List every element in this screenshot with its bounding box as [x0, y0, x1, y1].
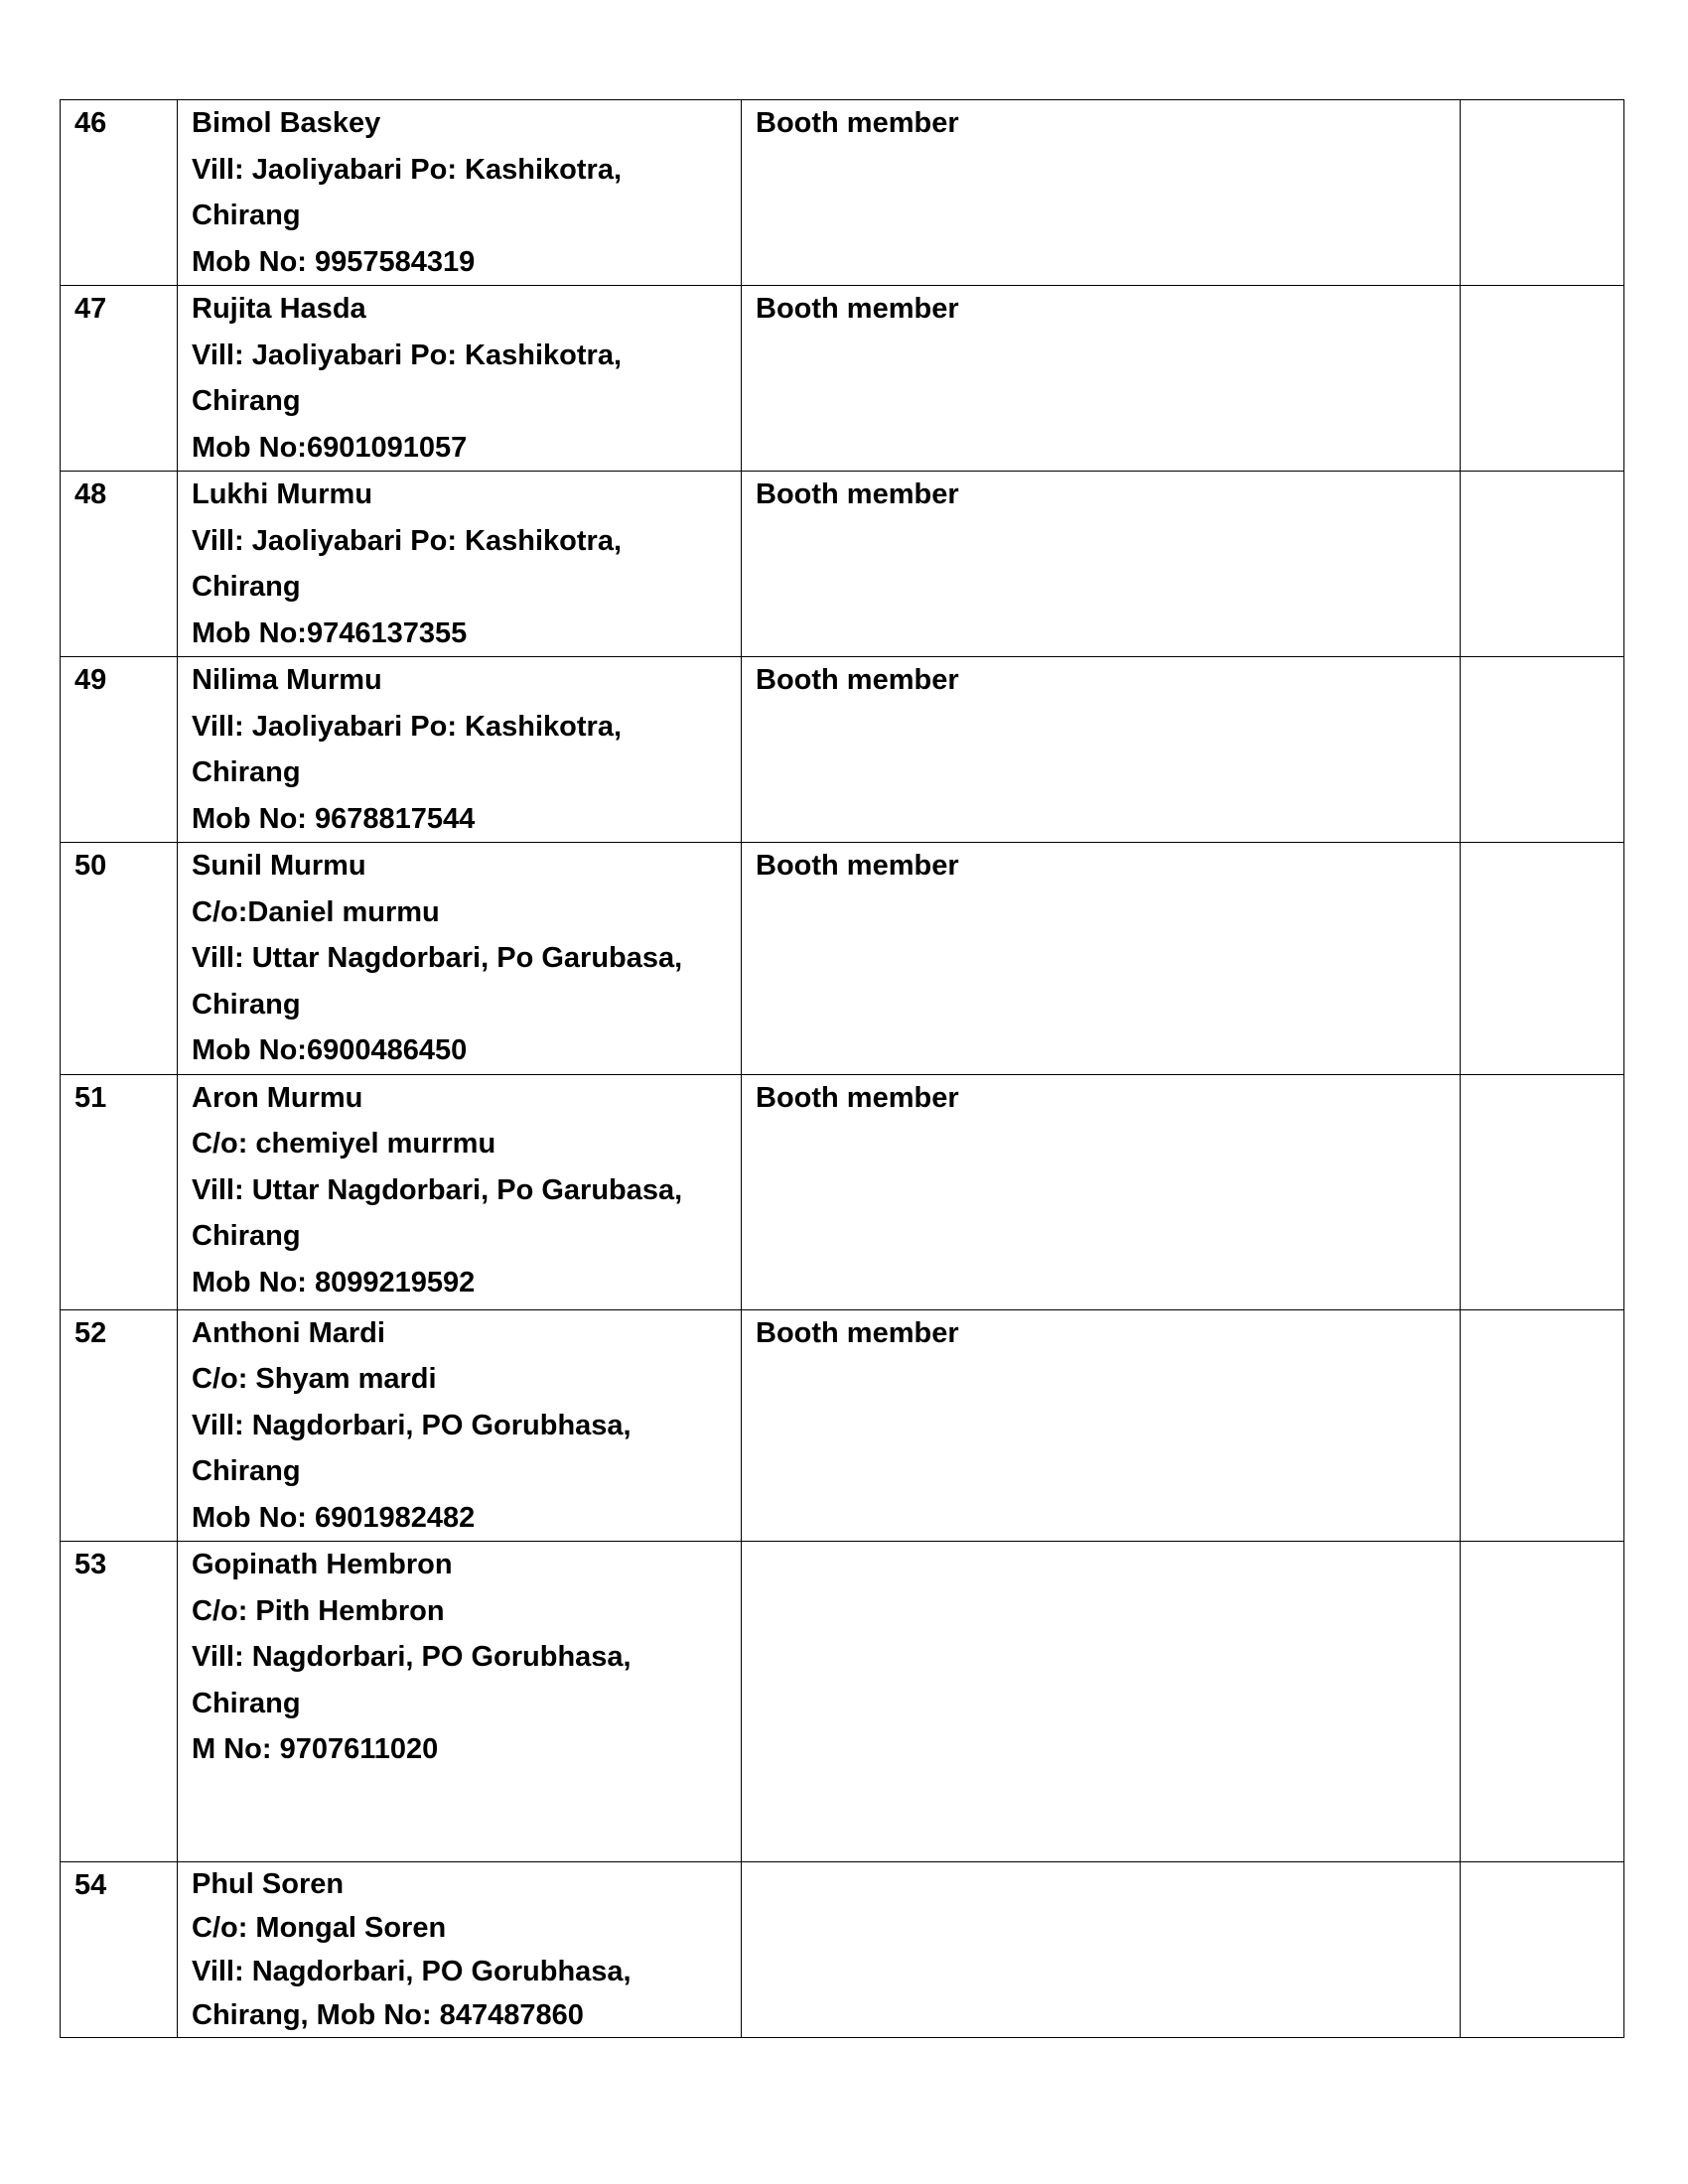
- serial-number: 48: [61, 472, 178, 657]
- detail-line: Mob No:6901091057: [192, 431, 468, 464]
- member-details: [178, 843, 742, 1075]
- detail-line: Mob No: 6901982482: [192, 1501, 476, 1534]
- detail-line: Vill: Uttar Nagdorbari, Po Garubasa,: [192, 942, 683, 974]
- detail-line: Vill: Jaoliyabari Po: Kashikotra,: [192, 524, 623, 557]
- detail-line: Mob No: 9957584319: [192, 245, 476, 278]
- serial-number: 54: [61, 1862, 178, 2038]
- serial-number: 50: [61, 843, 178, 1075]
- detail-line: Mob No: 8099219592: [192, 1266, 476, 1298]
- member-details: [178, 472, 742, 657]
- detail-line: C/o:Daniel murmu: [192, 895, 440, 928]
- table-row: [61, 1309, 1624, 1542]
- detail-line: Vill: Jaoliyabari Po: Kashikotra,: [192, 153, 623, 186]
- designation: Booth member: [742, 100, 1461, 286]
- member-name: Anthoni Mardi: [192, 1316, 385, 1349]
- member-name: Rujita Hasda: [192, 293, 366, 325]
- detail-line: Vill: Jaoliyabari Po: Kashikotra,: [192, 710, 623, 743]
- designation: [742, 1862, 1461, 2038]
- detail-line: Vill: Nagdorbari, PO Gorubhasa,: [192, 1409, 632, 1441]
- detail-line: Mob No: 9678817544: [192, 802, 476, 835]
- member-name: Nilima Murmu: [192, 664, 382, 696]
- detail-line: Chirang: [192, 385, 301, 417]
- serial-number: 53: [61, 1542, 178, 1862]
- designation: Booth member: [742, 1309, 1461, 1542]
- table-row: [61, 472, 1624, 657]
- member-details: [178, 100, 742, 286]
- blank-cell: [1461, 472, 1624, 657]
- member-name: Lukhi Murmu: [192, 478, 373, 510]
- blank-cell: [1461, 1862, 1624, 2038]
- table-row: [61, 286, 1624, 472]
- detail-line: Chirang, Mob No: 847487860: [192, 1999, 584, 2031]
- designation: [742, 1542, 1461, 1862]
- table-row: [61, 100, 1624, 286]
- serial-number: 47: [61, 286, 178, 472]
- member-details: [178, 1074, 742, 1309]
- detail-line: C/o: Mongal Soren: [192, 1912, 447, 1944]
- serial-number: 46: [61, 100, 178, 286]
- table-row: [61, 1862, 1624, 2038]
- detail-line: Chirang: [192, 200, 301, 231]
- member-name: Gopinath Hembron: [192, 1549, 453, 1580]
- detail-line: Chirang: [192, 1220, 301, 1252]
- serial-number: 52: [61, 1309, 178, 1542]
- designation: Booth member: [742, 843, 1461, 1075]
- detail-line: C/o: chemiyel murrmu: [192, 1128, 496, 1160]
- member-details: [178, 1542, 742, 1862]
- member-name: Phul Soren: [192, 1868, 345, 1900]
- blank-cell: [1461, 657, 1624, 843]
- detail-line: Vill: Uttar Nagdorbari, Po Garubasa,: [192, 1173, 683, 1206]
- member-details: [178, 1309, 742, 1542]
- member-details: [178, 657, 742, 843]
- member-table: [60, 99, 1624, 2038]
- detail-line: Chirang: [192, 756, 301, 788]
- designation: Booth member: [742, 286, 1461, 472]
- detail-line: M No: 9707611020: [192, 1733, 439, 1765]
- member-details: [178, 286, 742, 472]
- detail-line: Chirang: [192, 1455, 301, 1487]
- detail-line: Vill: Nagdorbari, PO Gorubhasa,: [192, 1641, 632, 1673]
- detail-line: Chirang: [192, 571, 301, 603]
- detail-line: Vill: Nagdorbari, PO Gorubhasa,: [192, 1956, 632, 1987]
- table-row: [61, 1074, 1624, 1309]
- designation: Booth member: [742, 657, 1461, 843]
- blank-cell: [1461, 843, 1624, 1075]
- detail-line: Mob No:6900486450: [192, 1034, 468, 1066]
- detail-line: Vill: Jaoliyabari Po: Kashikotra,: [192, 339, 623, 371]
- blank-cell: [1461, 286, 1624, 472]
- blank-cell: [1461, 1542, 1624, 1862]
- table-row: [61, 843, 1624, 1075]
- serial-number: 49: [61, 657, 178, 843]
- member-name: Aron Murmu: [192, 1081, 363, 1114]
- table-row: [61, 657, 1624, 843]
- detail-line: Chirang: [192, 1687, 301, 1719]
- serial-number: 51: [61, 1074, 178, 1309]
- detail-line: C/o: Shyam mardi: [192, 1363, 437, 1395]
- member-name: Bimol Baskey: [192, 107, 381, 139]
- blank-cell: [1461, 100, 1624, 286]
- member-details: [178, 1862, 742, 2038]
- blank-cell: [1461, 1309, 1624, 1542]
- detail-line: Chirang: [192, 988, 301, 1021]
- member-name: Sunil Murmu: [192, 850, 366, 882]
- table-row: [61, 1542, 1624, 1862]
- detail-line: C/o: Pith Hembron: [192, 1594, 445, 1627]
- designation: Booth member: [742, 1074, 1461, 1309]
- detail-line: Mob No:9746137355: [192, 616, 468, 649]
- blank-cell: [1461, 1074, 1624, 1309]
- designation: Booth member: [742, 472, 1461, 657]
